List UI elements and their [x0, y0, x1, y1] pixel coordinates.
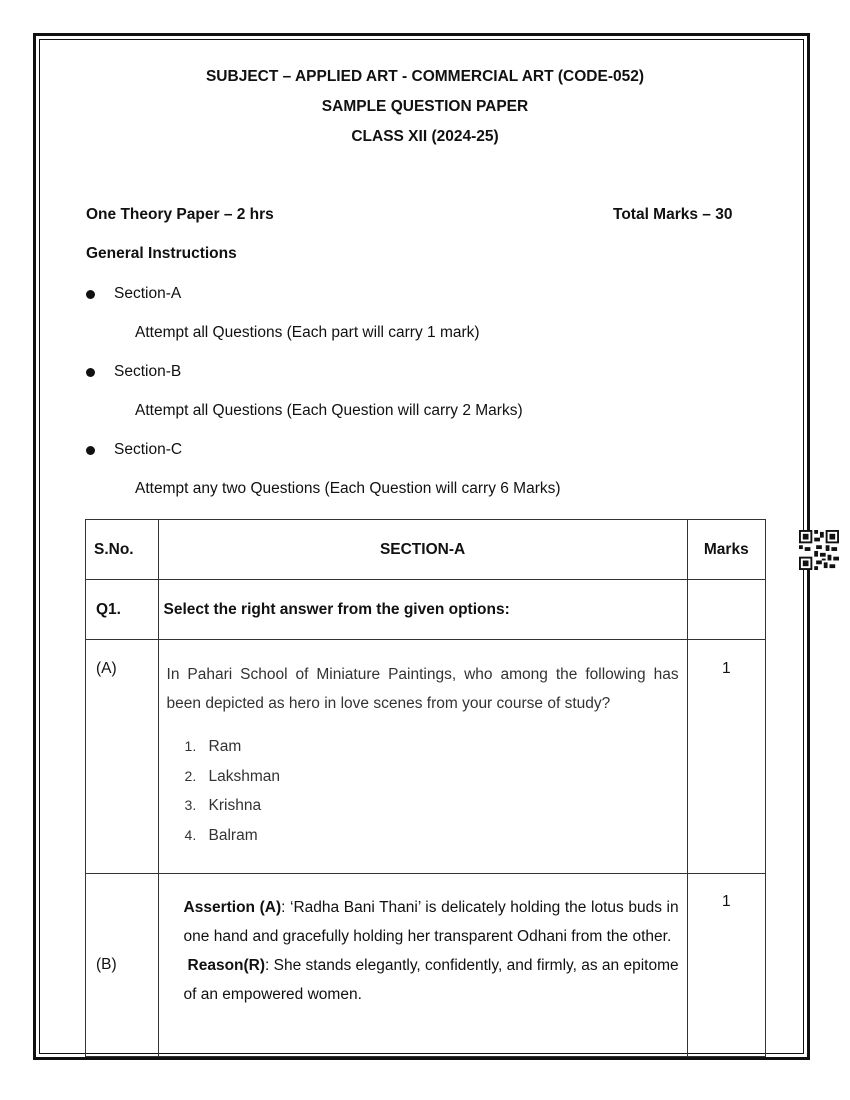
- class-title: CLASS XII (2024-25): [351, 128, 499, 145]
- section-b-label: Section-B: [114, 363, 182, 380]
- total-marks: Total Marks – 30: [613, 206, 733, 223]
- bullet-icon: [86, 368, 95, 377]
- table-row-a: [86, 640, 766, 874]
- assertion-text: Assertion (A): ‘Radha Bani Thani’ is delicately holding the lotus buds in one hand and gracefully holding her transparent Odhani from the other.: [183, 899, 679, 945]
- option-item: 4. Balram: [184, 826, 258, 844]
- table-header-row: [86, 520, 766, 580]
- part-a-options: [185, 732, 679, 850]
- q1-number: Q1.: [86, 580, 159, 640]
- subject-title: SUBJECT – APPLIED ART - COMMERCIAL ART (CODE-052): [205, 68, 645, 85]
- option-item: 2. Lakshman: [184, 767, 281, 785]
- header-section: SECTION-A: [158, 520, 687, 580]
- section-c-instruction: Attempt any two Questions (Each Question will carry 6 Marks): [135, 480, 561, 497]
- option-item: 1. Ram: [184, 738, 242, 755]
- part-b-marks: 1: [687, 874, 765, 1057]
- part-b-number: (B): [86, 874, 159, 1057]
- section-a-instruction: Attempt all Questions (Each part will carry 1 mark): [135, 324, 480, 341]
- bullet-icon: [86, 446, 95, 455]
- paper-duration: One Theory Paper – 2 hrs: [86, 206, 274, 223]
- section-a-label: Section-A: [114, 285, 182, 302]
- bullet-icon: [86, 290, 95, 299]
- part-b-cell: [158, 874, 687, 1057]
- section-c-label: Section-C: [114, 441, 183, 458]
- instructions-heading: General Instructions: [86, 245, 237, 262]
- reason-text: Reason(R): She stands elegantly, confidently, and firmly, as an epitome of an empowered women.: [183, 957, 679, 1003]
- reason-label: Reason(R): [187, 957, 266, 974]
- section-b-instruction: Attempt all Questions (Each Question will carry 2 Marks): [135, 402, 523, 419]
- option-item: 3. Krishna: [184, 797, 262, 814]
- part-a-cell: [158, 640, 687, 874]
- paper-title: SAMPLE QUESTION PAPER: [321, 98, 529, 115]
- assertion-label: Assertion (A): [183, 899, 282, 916]
- table-row-q1: [86, 580, 766, 640]
- q1-marks: [687, 580, 765, 640]
- part-a-number: (A): [86, 640, 159, 874]
- part-a-marks: 1: [687, 640, 765, 874]
- question-table: [85, 519, 766, 1057]
- table-row-b: [86, 874, 766, 1057]
- q1-text: Select the right answer from the given options:: [158, 580, 687, 640]
- header-sno: S.No.: [86, 520, 159, 580]
- qr-code-icon: [799, 530, 839, 570]
- part-a-question: In Pahari School of Miniature Paintings, who among the following has been depicted as hero in love scenes from your course of study?: [166, 666, 679, 712]
- header-marks: Marks: [687, 520, 765, 580]
